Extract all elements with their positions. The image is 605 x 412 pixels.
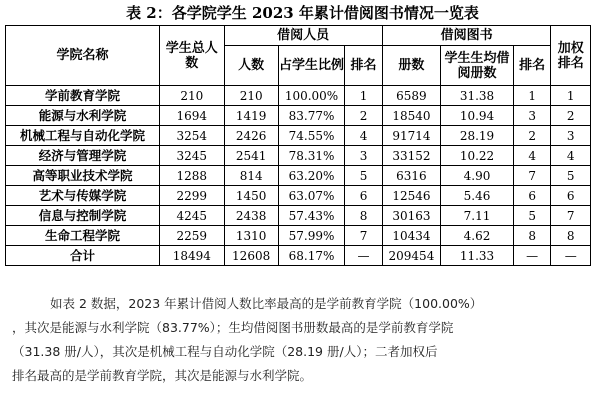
college-name-cell: 经济与管理学院 <box>6 146 160 166</box>
students-cell: 4245 <box>160 206 225 226</box>
weighted-rank-cell: 7 <box>551 206 591 226</box>
total-row <box>6 246 591 266</box>
borrowers-rank-cell: 7 <box>345 226 382 246</box>
table-row <box>6 166 591 186</box>
per-capita-cell: 4.62 <box>441 226 514 246</box>
per-capita-cell: 4.90 <box>441 166 514 186</box>
weighted-rank-cell: 5 <box>551 166 591 186</box>
weighted-rank-cell: 2 <box>551 106 591 126</box>
books-cell: 10434 <box>382 226 440 246</box>
borrowers-cell: 210 <box>224 86 278 106</box>
books-cell: 91714 <box>382 126 440 146</box>
ratio-cell: 57.43% <box>278 206 345 226</box>
students-cell: 210 <box>160 86 225 106</box>
table-body <box>6 86 591 266</box>
paragraph-line: 排名最高的是学前教育学院，其次是能源与水利学院。 <box>12 368 313 383</box>
weighted-rank-cell: 6 <box>551 186 591 206</box>
borrowers-cell: 2426 <box>224 126 278 146</box>
header-weighted-rank: 加权排名 <box>551 26 591 86</box>
books-cell: 30163 <box>382 206 440 226</box>
borrowers-cell: 1310 <box>224 226 278 246</box>
table-row <box>6 146 591 166</box>
books-rank-cell: 7 <box>513 166 550 186</box>
books-rank-cell: 4 <box>513 146 550 166</box>
ratio-cell: 57.99% <box>278 226 345 246</box>
per-capita-cell: 10.22 <box>441 146 514 166</box>
per-capita-cell: 5.46 <box>441 186 514 206</box>
header-students-total: 学生总人数 <box>160 26 225 86</box>
students-cell: 3245 <box>160 146 225 166</box>
borrowers-rank-cell: — <box>345 246 382 266</box>
paragraph-line-text: 如表 2 数据，2023 年累计借阅人数比率最高的是学前教育学院（100.00%） <box>50 296 483 311</box>
college-name-cell: 高等职业技术学院 <box>6 166 160 186</box>
header-books-group: 借阅图书 <box>382 26 551 46</box>
borrowers-cell: 2438 <box>224 206 278 226</box>
books-rank-cell: 3 <box>513 106 550 126</box>
header-borrowers-group: 借阅人员 <box>224 26 382 46</box>
ratio-cell: 68.17% <box>278 246 345 266</box>
borrowers-cell: 1419 <box>224 106 278 126</box>
ratio-cell: 63.07% <box>278 186 345 206</box>
borrowing-stats-table <box>5 25 591 266</box>
table-row <box>6 226 591 246</box>
books-cell: 12546 <box>382 186 440 206</box>
college-name-cell: 能源与水利学院 <box>6 106 160 126</box>
ratio-cell: 63.20% <box>278 166 345 186</box>
header-books-per-student: 学生生均借阅册数 <box>441 46 514 86</box>
per-capita-cell: 28.19 <box>441 126 514 146</box>
borrowers-rank-cell: 1 <box>345 86 382 106</box>
borrowers-cell: 12608 <box>224 246 278 266</box>
header-borrowers-ratio: 占学生比例 <box>278 46 345 86</box>
borrowers-rank-cell: 3 <box>345 146 382 166</box>
ratio-cell: 83.77% <box>278 106 345 126</box>
students-cell: 1694 <box>160 106 225 126</box>
borrowers-rank-cell: 5 <box>345 166 382 186</box>
weighted-rank-cell: 8 <box>551 226 591 246</box>
per-capita-cell: 31.38 <box>441 86 514 106</box>
paragraph-line <box>12 292 598 316</box>
paragraph-line: （31.38 册/人），其次是机械工程与自动化学院（28.19 册/人）；二者加权后 <box>12 344 438 359</box>
ratio-cell: 78.31% <box>278 146 345 166</box>
borrowers-cell: 2541 <box>224 146 278 166</box>
header-books-count: 册数 <box>382 46 440 86</box>
students-cell: 3254 <box>160 126 225 146</box>
books-rank-cell: 6 <box>513 186 550 206</box>
books-cell: 209454 <box>382 246 440 266</box>
books-cell: 6316 <box>382 166 440 186</box>
borrowers-rank-cell: 8 <box>345 206 382 226</box>
students-cell: 18494 <box>160 246 225 266</box>
books-rank-cell: 2 <box>513 126 550 146</box>
books-rank-cell: — <box>513 246 550 266</box>
college-name-cell: 生命工程学院 <box>6 226 160 246</box>
borrowers-cell: 1450 <box>224 186 278 206</box>
header-books-rank: 排名 <box>513 46 550 86</box>
borrowers-rank-cell: 2 <box>345 106 382 126</box>
table-row <box>6 86 591 106</box>
college-name-cell: 信息与控制学院 <box>6 206 160 226</box>
header-college: 学院名称 <box>6 26 160 86</box>
table-row <box>6 106 591 126</box>
books-cell: 18540 <box>382 106 440 126</box>
students-cell: 1288 <box>160 166 225 186</box>
table-title: 表 2：各学院学生 2023 年累计借阅图书情况一览表 <box>126 4 479 22</box>
weighted-rank-cell: 3 <box>551 126 591 146</box>
per-capita-cell: 10.94 <box>441 106 514 126</box>
table-row <box>6 206 591 226</box>
college-name-cell: 合计 <box>6 246 160 266</box>
students-cell: 2259 <box>160 226 225 246</box>
books-cell: 33152 <box>382 146 440 166</box>
borrowers-rank-cell: 6 <box>345 186 382 206</box>
header-borrowers-rank: 排名 <box>345 46 382 86</box>
borrowers-cell: 814 <box>224 166 278 186</box>
per-capita-cell: 11.33 <box>441 246 514 266</box>
per-capita-cell: 7.11 <box>441 206 514 226</box>
ratio-cell: 100.00% <box>278 86 345 106</box>
weighted-rank-cell: — <box>551 246 591 266</box>
books-rank-cell: 8 <box>513 226 550 246</box>
students-cell: 2299 <box>160 186 225 206</box>
weighted-rank-cell: 4 <box>551 146 591 166</box>
weighted-rank-cell: 1 <box>551 86 591 106</box>
borrowers-rank-cell: 4 <box>345 126 382 146</box>
books-rank-cell: 5 <box>513 206 550 226</box>
header-borrowers-count: 人数 <box>224 46 278 86</box>
paragraph-line: ，其次是能源与水利学院（83.77%）；生均借阅图书册数最高的是学前教育学院 <box>12 320 454 335</box>
analysis-paragraph <box>12 292 598 388</box>
table-row <box>6 186 591 206</box>
college-name-cell: 机械工程与自动化学院 <box>6 126 160 146</box>
books-rank-cell: 1 <box>513 86 550 106</box>
books-cell: 6589 <box>382 86 440 106</box>
ratio-cell: 74.55% <box>278 126 345 146</box>
college-name-cell: 学前教育学院 <box>6 86 160 106</box>
table-row <box>6 126 591 146</box>
college-name-cell: 艺术与传媒学院 <box>6 186 160 206</box>
